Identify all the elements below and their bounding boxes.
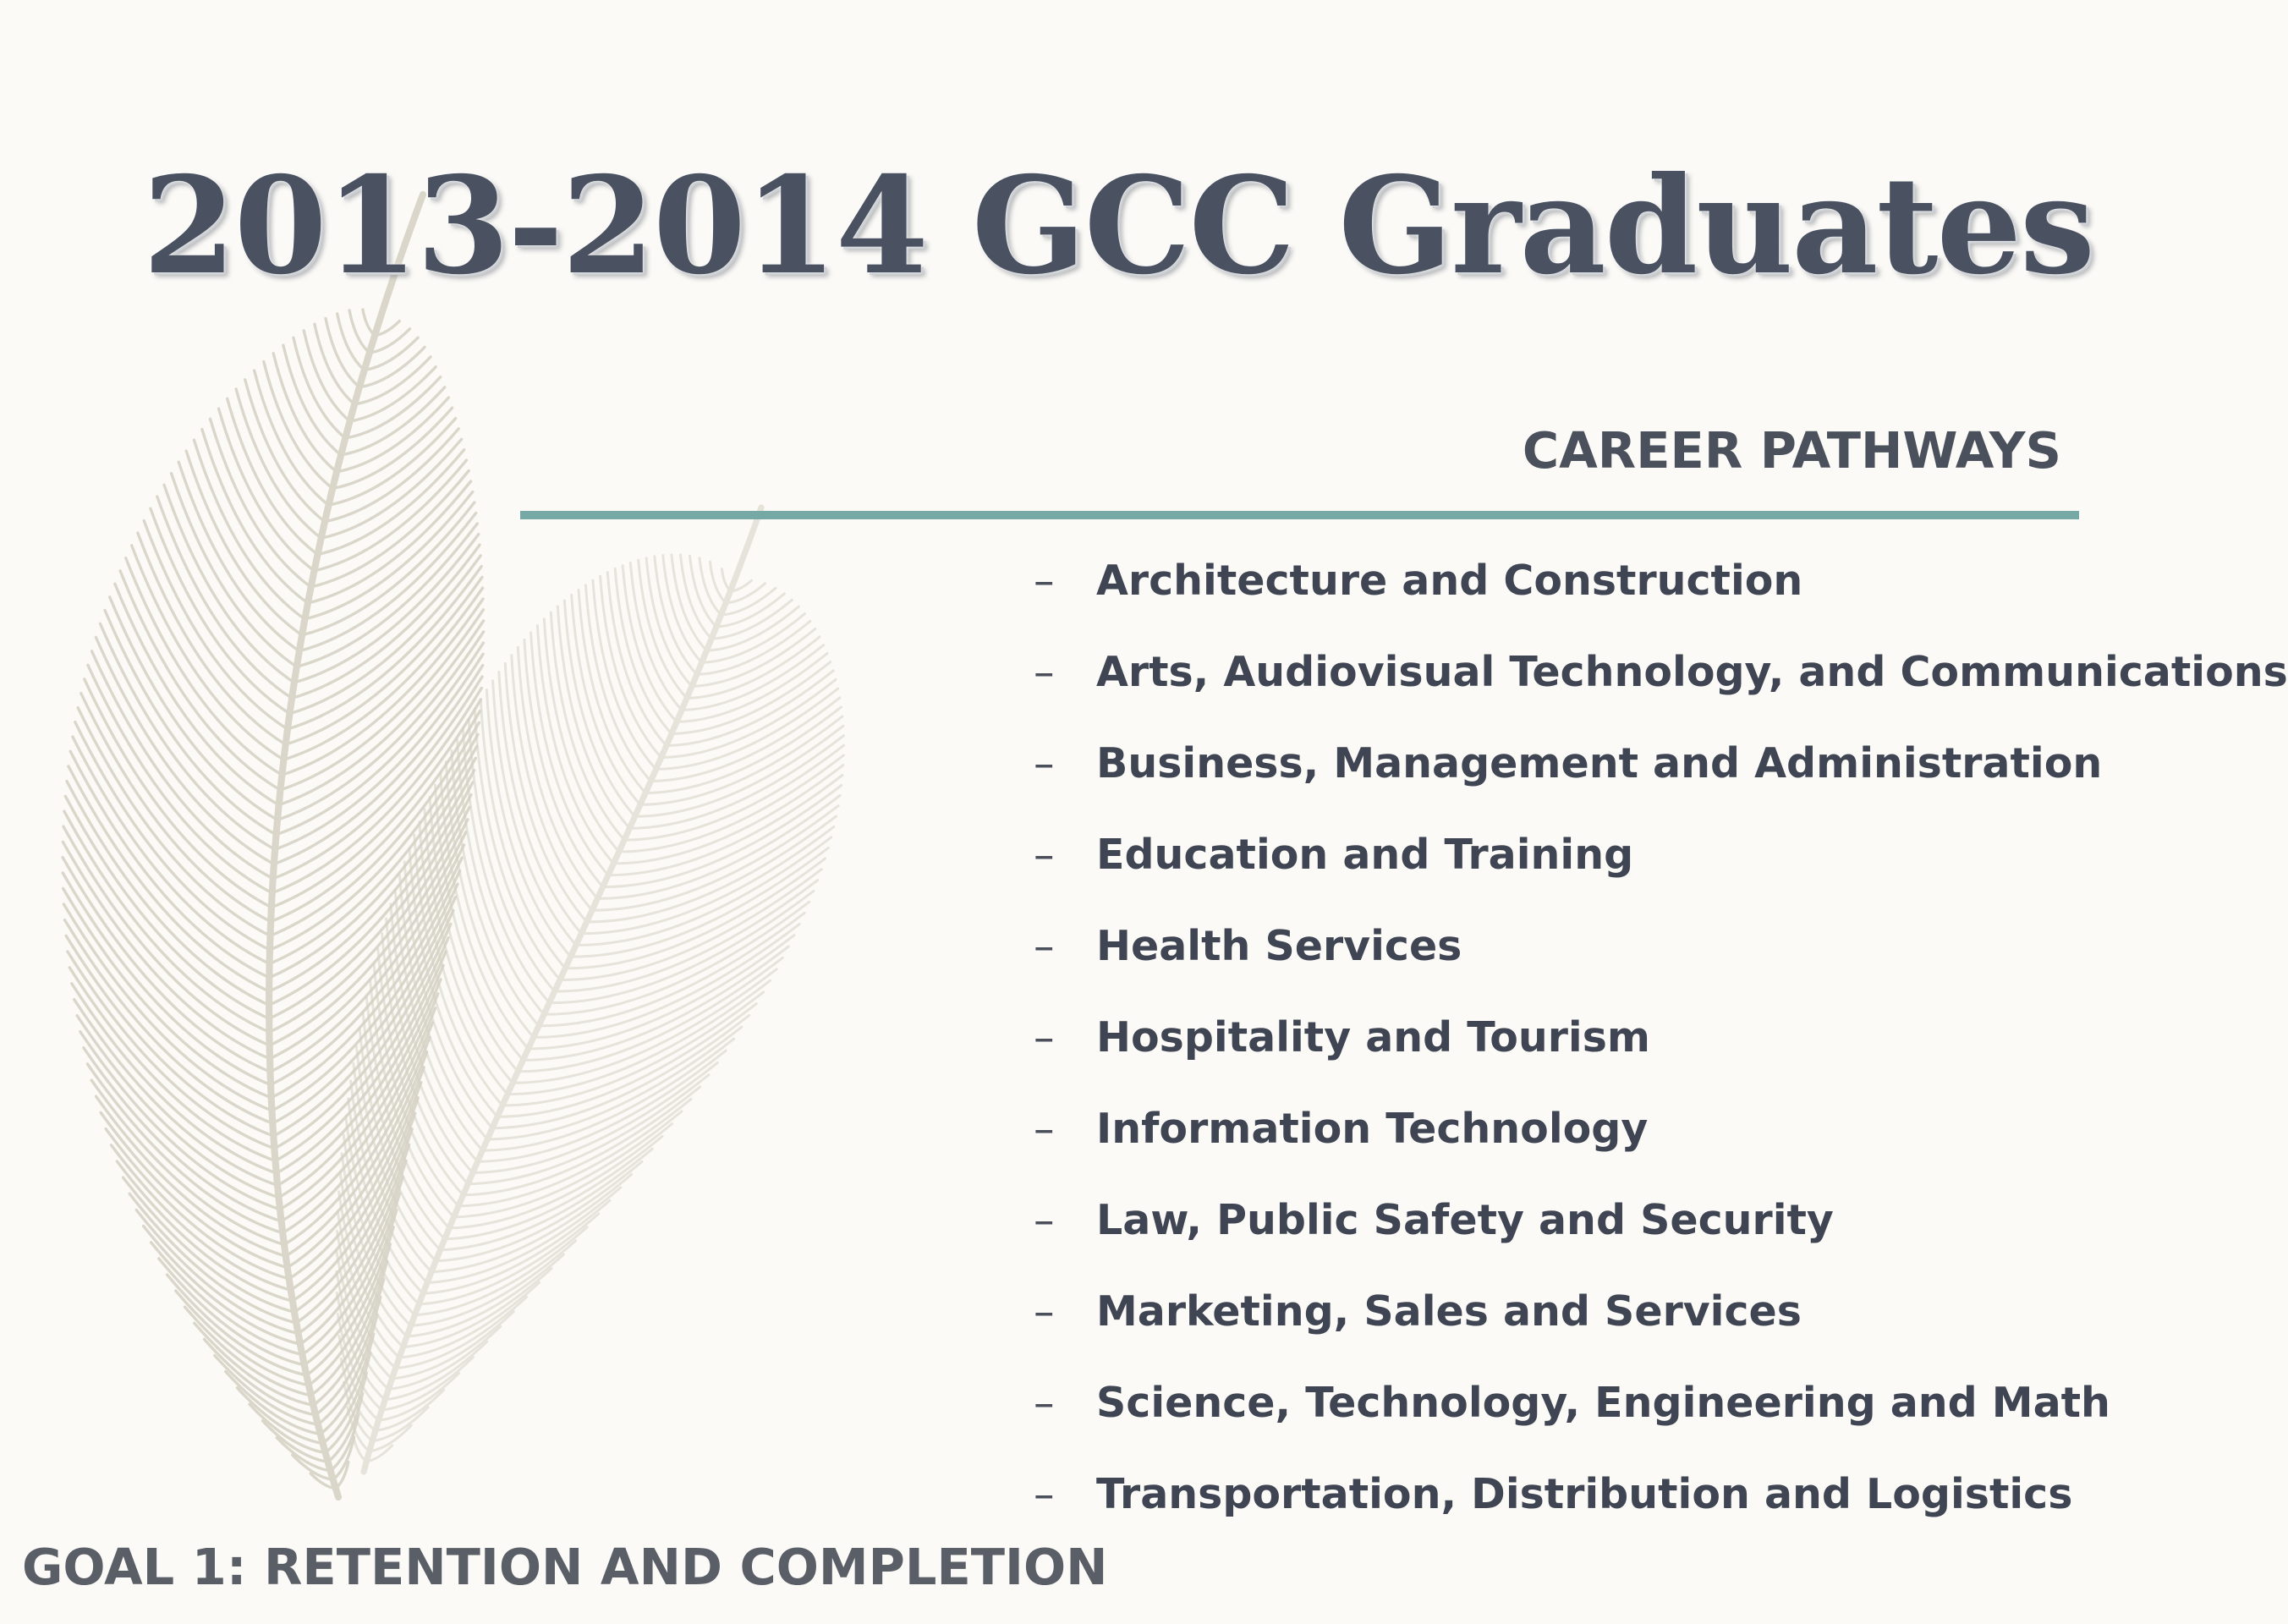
dash-bullet: – (1034, 1287, 1055, 1336)
list-item (1034, 1083, 2288, 1174)
section-heading: CAREER PATHWAYS (1522, 421, 2061, 480)
list-item-label: Hospitality and Tourism (1096, 1012, 1650, 1062)
list-item (1034, 900, 2288, 991)
dash-bullet: – (1034, 1195, 1055, 1244)
list-item-label: Transportation, Distribution and Logistics (1096, 1469, 2073, 1518)
list-item (1034, 809, 2288, 900)
list-item (1034, 717, 2288, 809)
list-item-label: Arts, Audiovisual Technology, and Communications (1096, 647, 2288, 696)
list-item-label: Health Services (1096, 921, 1462, 970)
heading-divider (520, 511, 2079, 519)
list-item (1034, 626, 2288, 717)
dash-bullet: – (1034, 1012, 1055, 1062)
list-item-label: Law, Public Safety and Security (1096, 1195, 1834, 1244)
dash-bullet: – (1034, 556, 1055, 605)
list-item (1034, 535, 2288, 626)
dash-bullet: – (1034, 921, 1055, 970)
list-item (1034, 1265, 2288, 1357)
list-item-label: Marketing, Sales and Services (1096, 1287, 1802, 1336)
dash-bullet: – (1034, 830, 1055, 879)
list-item-label: Information Technology (1096, 1104, 1649, 1153)
slide-title: 2013-2014 GCC Graduates (142, 148, 2093, 304)
list-item-label: Science, Technology, Engineering and Math (1096, 1378, 2110, 1427)
list-item-label: Education and Training (1096, 830, 1634, 879)
dash-bullet: – (1034, 738, 1055, 787)
dash-bullet: – (1034, 647, 1055, 696)
dash-bullet: – (1034, 1469, 1055, 1518)
list-item (1034, 991, 2288, 1083)
list-item-label: Business, Management and Administration (1096, 738, 2103, 787)
list-item (1034, 1448, 2288, 1539)
list-item (1034, 1357, 2288, 1448)
slide-footer: GOAL 1: RETENTION AND COMPLETION (22, 1538, 1108, 1596)
career-pathway-list (1034, 535, 2288, 1539)
list-item-label: Architecture and Construction (1096, 556, 1803, 605)
list-item (1034, 1174, 2288, 1265)
dash-bullet: – (1034, 1104, 1055, 1153)
dash-bullet: – (1034, 1378, 1055, 1427)
